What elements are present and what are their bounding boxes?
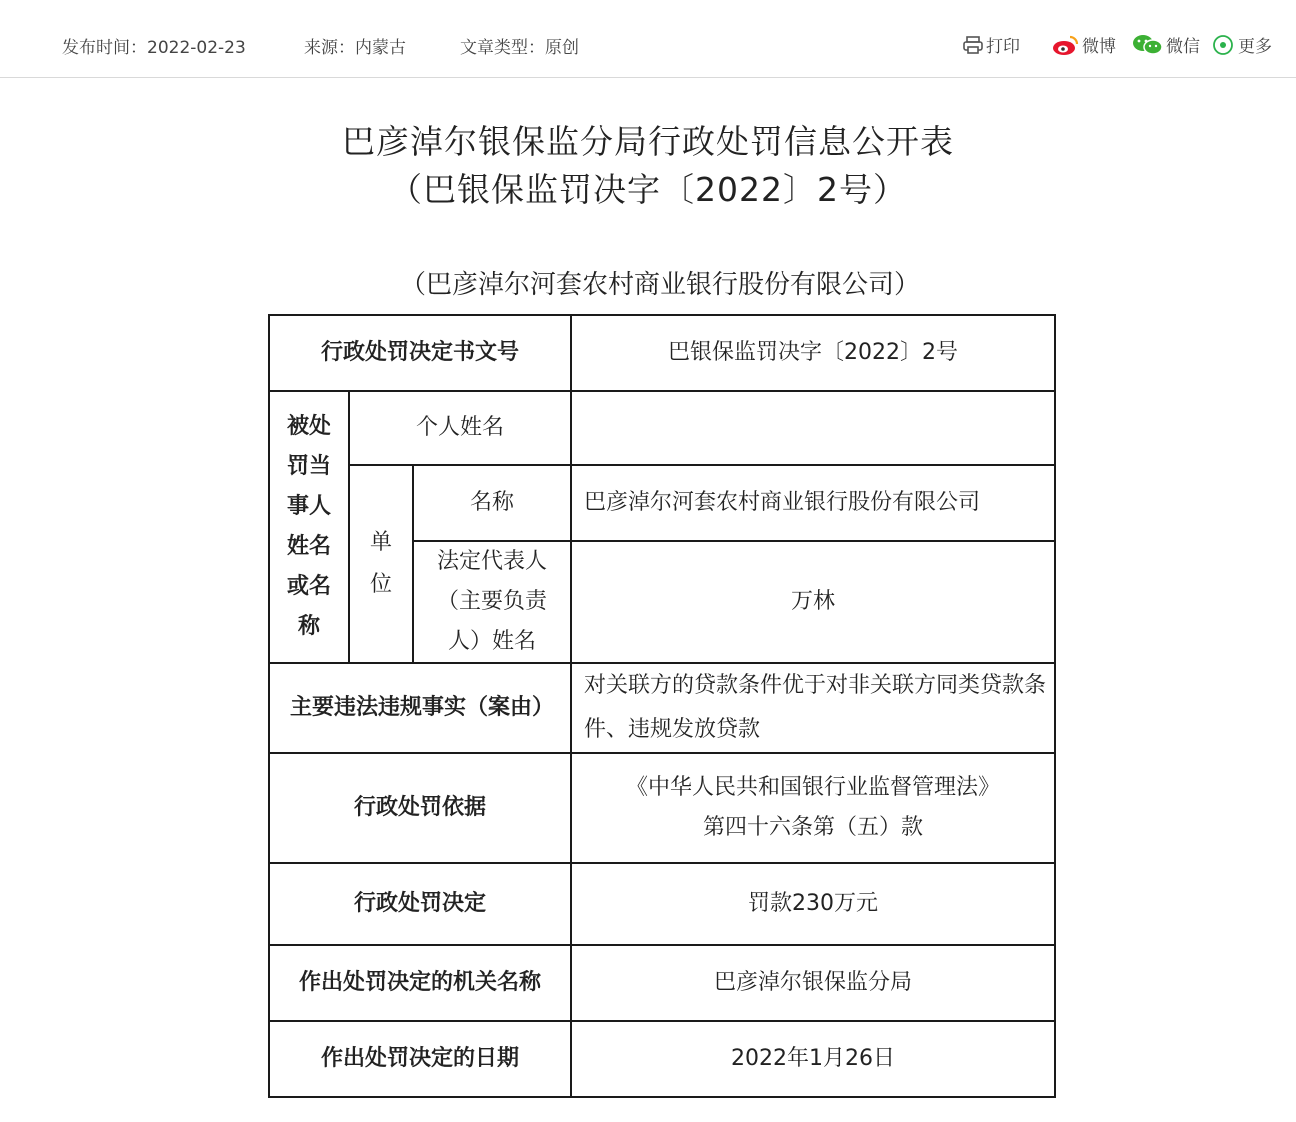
unit-label-cell (349, 465, 413, 663)
facts-value: 对关联方的贷款条件优于对非关联方同类贷款条件、违规发放贷款 (571, 663, 1055, 753)
printer-icon (962, 35, 984, 55)
article-source: 来源：内蒙古 (304, 38, 406, 58)
article-meta-bar (0, 0, 1296, 78)
unit-name-label: 名称 (413, 465, 571, 541)
basis-article: 第四十六条第（五）款 (703, 815, 924, 840)
decision-date-value: 2022年1月26日 (571, 1021, 1055, 1097)
table-row (269, 945, 1055, 1021)
facts-label: 主要违法违规事实（案由） (290, 695, 555, 720)
table-row (269, 863, 1055, 945)
penalty-info-table (268, 314, 1056, 1098)
doc-no-value: 巴银保监罚决字〔2022〕2号 (571, 315, 1055, 391)
decision-value: 罚款230万元 (571, 863, 1055, 945)
basis-value-cell (571, 753, 1055, 863)
authority-value: 巴彦淖尔银保监分局 (571, 945, 1055, 1021)
basis-label: 行政处罚依据 (269, 753, 571, 863)
person-name-value (571, 391, 1055, 465)
publish-date: 发布时间：2022-02-23 (62, 38, 246, 58)
table-row (269, 465, 1055, 541)
facts-label-cell (269, 663, 571, 753)
table-row (269, 1021, 1055, 1097)
legal-rep-label: 法定代表人（主要负责人）姓名 (436, 549, 547, 654)
page-title: 巴彦淖尔银保监分局行政处罚信息公开表 (342, 122, 954, 161)
table-row (269, 663, 1055, 753)
more-share-button[interactable] (1212, 32, 1272, 57)
party-label-cell (269, 391, 349, 663)
legal-rep-label-cell (413, 541, 571, 663)
wechat-share-button[interactable] (1132, 32, 1200, 57)
party-label: 被处罚当事人姓名或名称 (286, 414, 331, 639)
print-label: 打印 (986, 37, 1020, 57)
unit-label: 单位 (369, 530, 392, 597)
person-name-label: 个人姓名 (349, 391, 571, 465)
legal-rep-value: 万林 (571, 541, 1055, 663)
table-row (269, 315, 1055, 391)
more-icon (1212, 34, 1236, 56)
company-subtitle: （巴彦淖尔河套农村商业银行股份有限公司） (399, 270, 920, 300)
weibo-label: 微博 (1082, 37, 1116, 57)
doc-no-label: 行政处罚决定书文号 (269, 315, 571, 391)
decision-label: 行政处罚决定 (269, 863, 571, 945)
weibo-share-button[interactable] (1052, 32, 1116, 57)
article-type: 文章类型：原创 (460, 38, 579, 58)
unit-name-value: 巴彦淖尔河套农村商业银行股份有限公司 (571, 465, 1055, 541)
more-label: 更多 (1238, 37, 1272, 57)
authority-label: 作出处罚决定的机关名称 (269, 945, 571, 1021)
print-button[interactable] (962, 32, 1020, 57)
table-row (269, 753, 1055, 863)
wechat-icon (1132, 34, 1164, 56)
wechat-label: 微信 (1166, 37, 1200, 57)
decision-number-title: （巴银保监罚决字〔2022〕2号） (389, 170, 907, 209)
basis-law: 《中华人民共和国银行业监督管理法》 (626, 775, 1001, 800)
table-row (269, 391, 1055, 465)
decision-date-label: 作出处罚决定的日期 (269, 1021, 571, 1097)
weibo-icon (1052, 34, 1080, 56)
